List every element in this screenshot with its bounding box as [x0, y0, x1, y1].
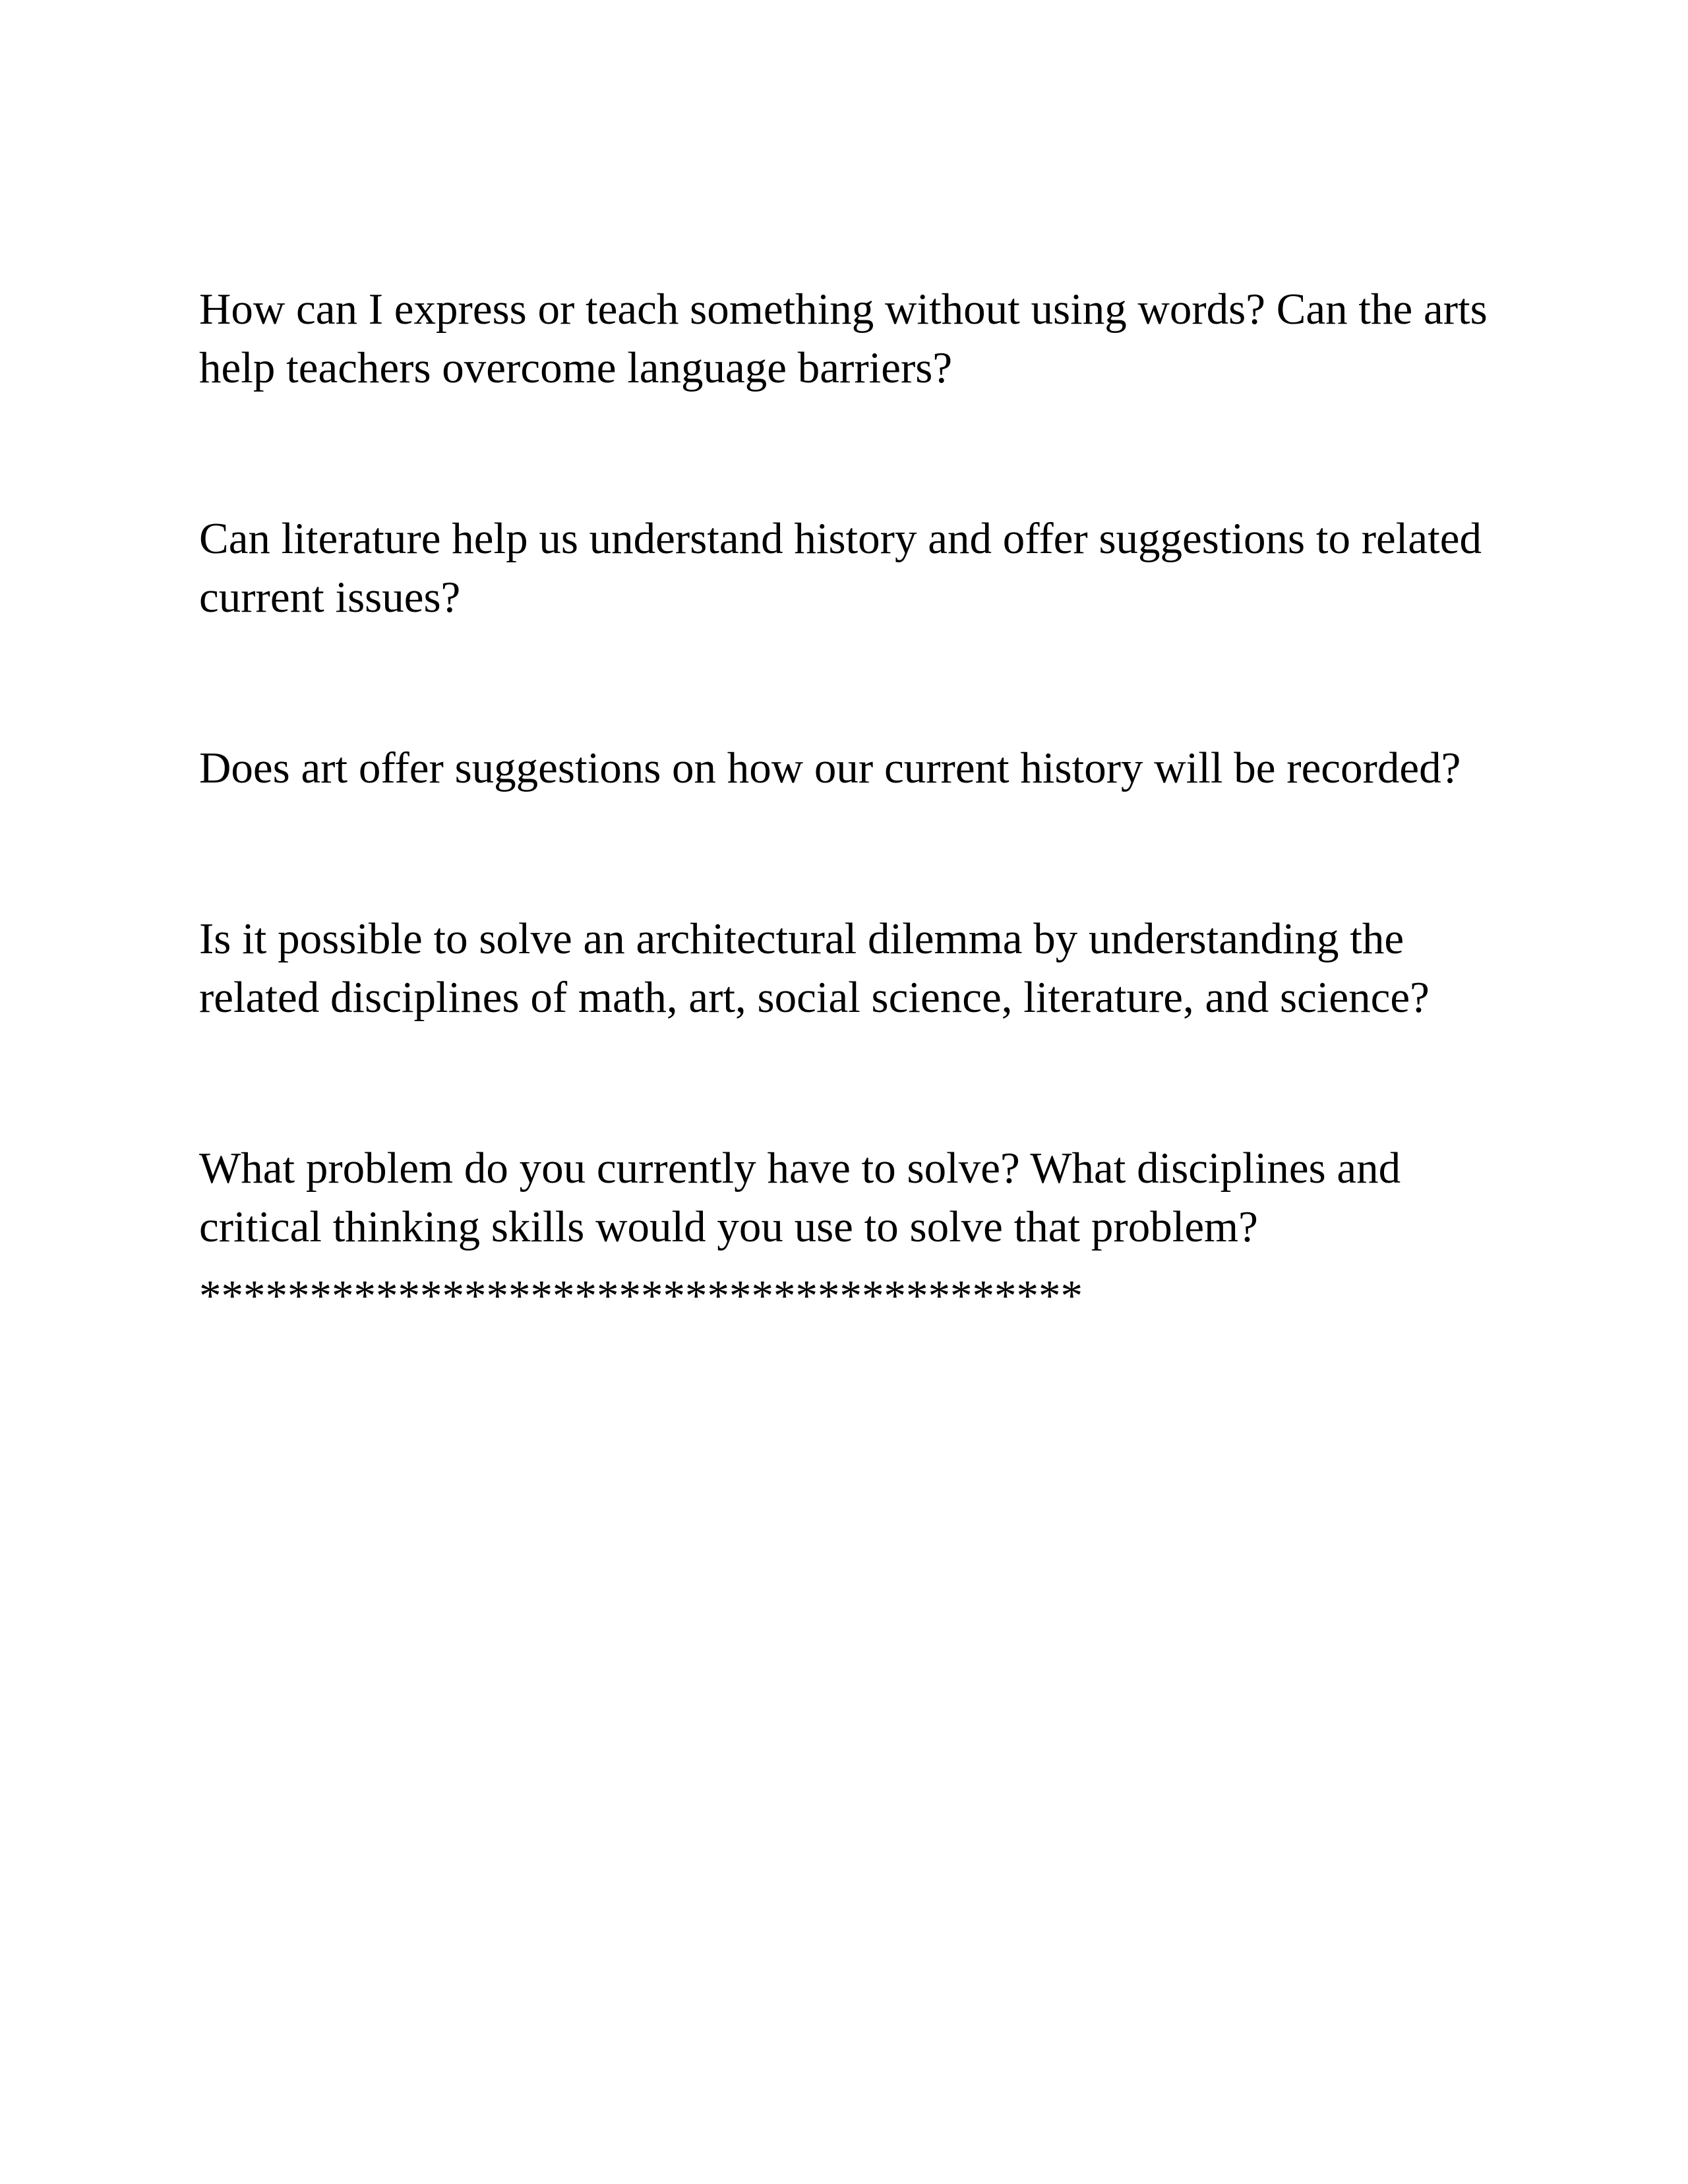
document-body	[199, 280, 1518, 1326]
asterisk-divider: ****************************************	[199, 1272, 1083, 1320]
question-paragraph-1: How can I express or teach something without using words? Can the arts help teachers overcome language barriers?	[199, 285, 1488, 392]
question-paragraph-2: Can literature help us understand history and offer suggestions to related current issues?	[199, 514, 1482, 622]
question-paragraph-3: Does art offer suggestions on how our current history will be recorded?	[199, 744, 1461, 792]
question-paragraph-5: What problem do you currently have to solve? What disciplines and critical thinking skills would you use to solve that problem?	[199, 1144, 1401, 1251]
question-paragraph-4: Is it possible to solve an architectural dilemma by understanding the related disciplines of math, art, social science, literature, and science?	[199, 914, 1430, 1022]
